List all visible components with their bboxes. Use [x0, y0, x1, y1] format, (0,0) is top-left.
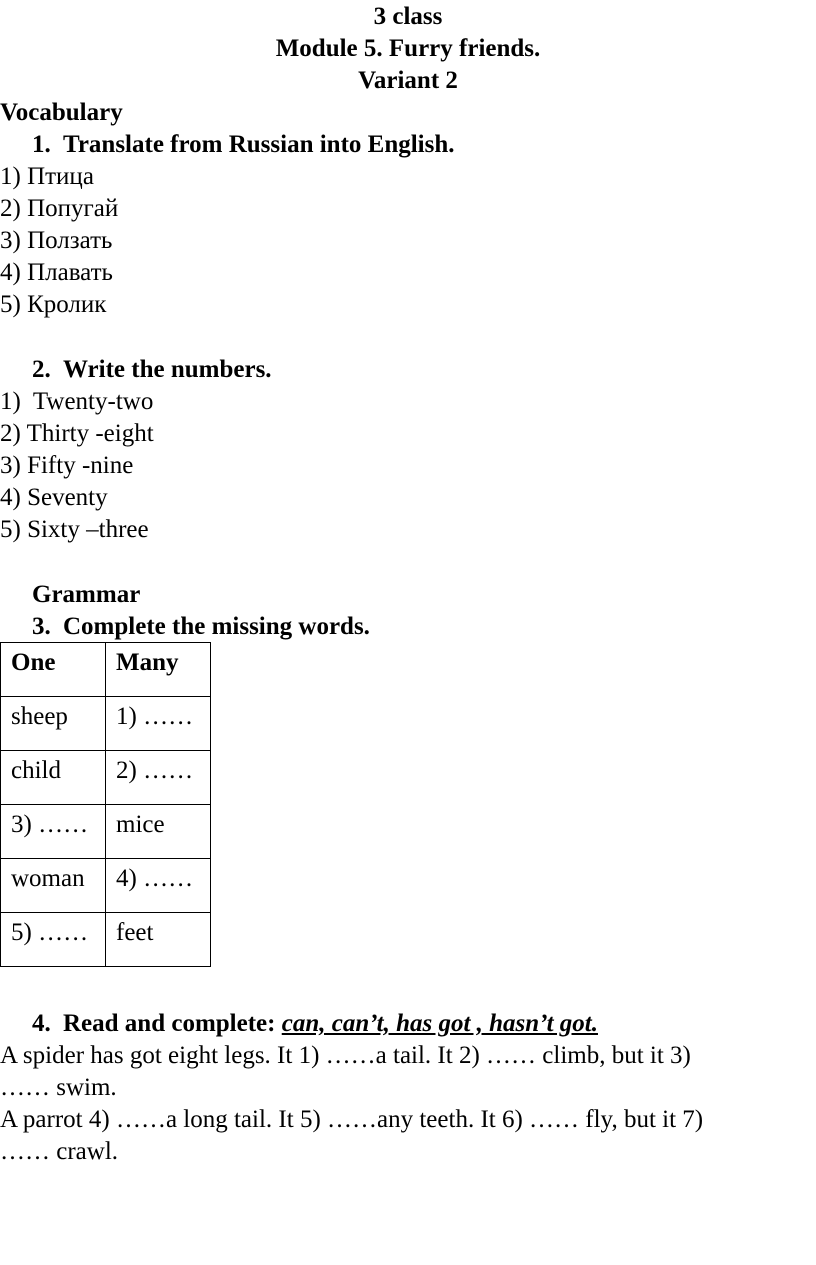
task4-text-line: A parrot 4) ……a long tail. It 5) ……any teeth. It 6) …… fly, but it 7) — [0, 1106, 704, 1133]
grammar-heading: Grammar — [32, 581, 141, 608]
task2-title — [32, 356, 272, 384]
cell-one: woman — [1, 859, 106, 913]
task4-word-bank: can, can’t, has got , hasn’t got. — [281, 1010, 598, 1037]
task1-item: 4) Плавать — [0, 259, 113, 286]
task2-number: 2. — [32, 356, 51, 383]
header-one: One — [1, 643, 106, 697]
vocabulary-heading: Vocabulary — [0, 99, 123, 126]
cell-many: 2) …… — [106, 751, 211, 805]
task4-title — [32, 1010, 598, 1038]
table-row — [1, 859, 211, 913]
table-header-row — [1, 643, 211, 697]
cell-many: 4) …… — [106, 859, 211, 913]
task1-instruction: Translate from Russian into English. — [63, 131, 455, 158]
task2-item: 5) Sixty –three — [0, 516, 149, 543]
task2-instruction: Write the numbers. — [63, 356, 272, 383]
class-title: 3 class — [373, 3, 443, 30]
task1-item: 3) Ползать — [0, 227, 113, 254]
task1-item: 1) Птица — [0, 163, 94, 190]
task4-text-line: …… crawl. — [0, 1138, 119, 1165]
cell-one: 5) …… — [1, 913, 106, 967]
task2-item: 4) Seventy — [0, 484, 108, 511]
variant-title: Variant 2 — [358, 67, 458, 94]
table-row — [1, 805, 211, 859]
task1-number: 1. — [32, 131, 51, 158]
cell-one: child — [1, 751, 106, 805]
task4-number: 4. — [32, 1010, 51, 1037]
task1-item: 5) Кролик — [0, 291, 107, 318]
task4-text-line: A spider has got eight legs. It 1) ……a tail. It 2) …… climb, but it 3) — [0, 1042, 691, 1069]
cell-many: feet — [106, 913, 211, 967]
task2-item: 1) Twenty-two — [0, 388, 154, 415]
task1-item: 2) Попугай — [0, 195, 119, 222]
task4-text-line: …… swim. — [0, 1074, 117, 1101]
task2-item: 2) Thirty -eight — [0, 420, 154, 447]
table-row — [1, 913, 211, 967]
task1-title — [32, 131, 455, 159]
header-many: Many — [106, 643, 211, 697]
cell-many: mice — [106, 805, 211, 859]
table-row — [1, 697, 211, 751]
task3-title — [32, 613, 370, 641]
table-row — [1, 751, 211, 805]
task3-number: 3. — [32, 613, 51, 640]
cell-many: 1) …… — [106, 697, 211, 751]
task4-instruction: Read and complete: — [63, 1010, 282, 1037]
task2-item: 3) Fifty -nine — [0, 452, 134, 479]
task3-instruction: Complete the missing words. — [63, 613, 370, 640]
cell-one: sheep — [1, 697, 106, 751]
cell-one: 3) …… — [1, 805, 106, 859]
module-title: Module 5. Furry friends. — [275, 35, 541, 62]
missing-words-table — [0, 642, 211, 967]
